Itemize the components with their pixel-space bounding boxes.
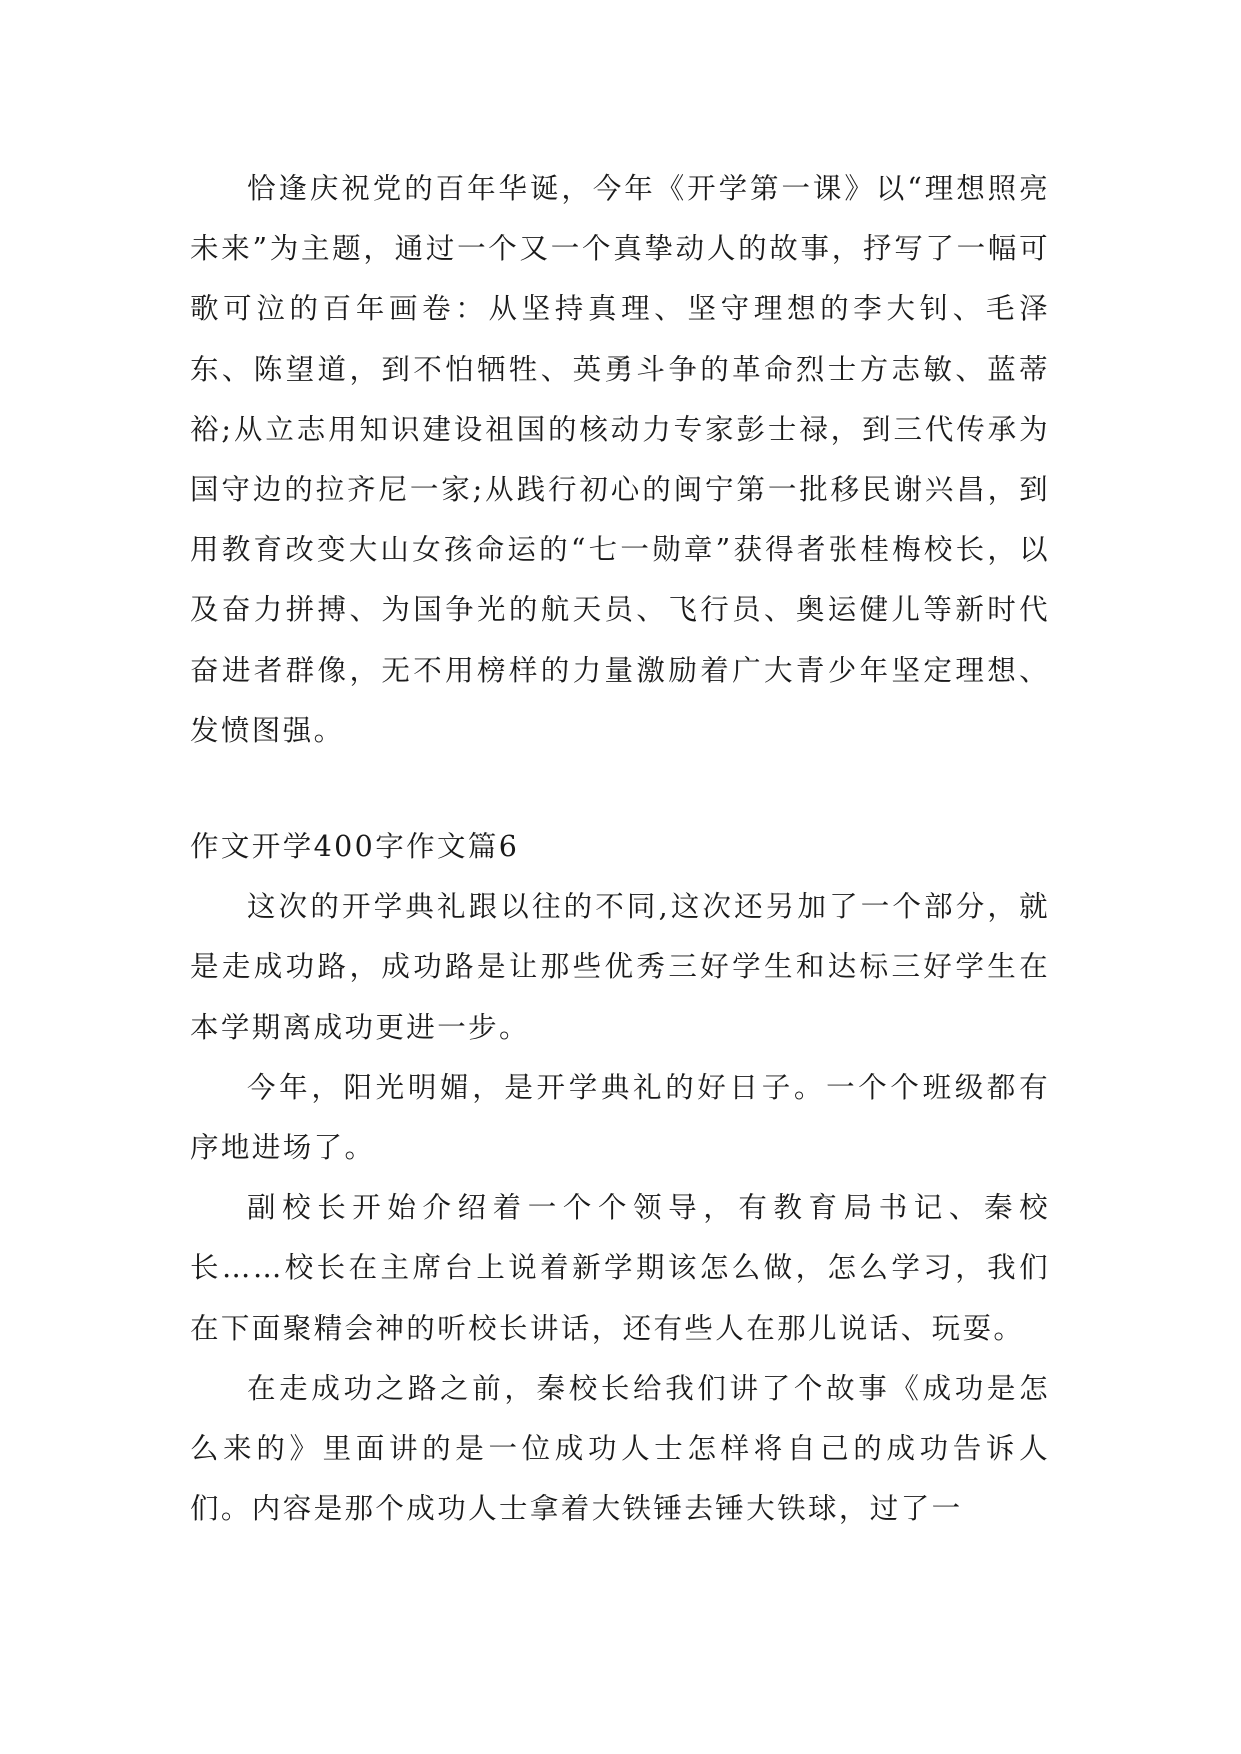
paragraph: 在走成功之路之前，秦校长给我们讲了个故事《成功是怎么来的》里面讲的是一位成功人士怎样将自己的成功告诉人们。内容是那个成功人士拿着大铁锤去锤大铁球，过了一 <box>190 1371 1050 1526</box>
paragraph: 副校长开始介绍着一个个领导，有教育局书记、秦校长……校长在主席台上说着新学期该怎么做，怎么学习，我们在下面聚精会神的听校长讲话，还有些人在那儿说话、玩耍。 <box>190 1191 1050 1345</box>
document-page <box>190 159 1050 1539</box>
paragraph: 恰逢庆祝党的百年华诞，今年《开学第一课》以“理想照亮未来”为主题，通过一个又一个真挚动人的故事，抒写了一幅可歌可泣的百年画卷：从坚持真理、坚守理想的李大钊、毛泽东、陈望道，到不怕牺牲、英勇斗争的革命烈士方志敏、蓝蒂裕;从立志用知识建设祖国的核动力专家彭士禄，到三代传承为国守边的拉齐尼一家;从践行初心的闽宁第一批移民谢兴昌，到用教育改变大山女孩命运的“七一勋章”获得者张桂梅校长，以及奋力拼搏、为国争光的航天员、飞行员、奥运健儿等新时代奋进者群像，无不用榜样的力量激励着广大青少年坚定理想、发愤图强。 <box>190 172 1050 747</box>
paragraph: 这次的开学典礼跟以往的不同,这次还另加了一个部分，就是走成功路，成功路是让那些优秀三好学生和达标三好学生在本学期离成功更进一步。 <box>190 890 1050 1044</box>
paragraph: 今年，阳光明媚，是开学典礼的好日子。一个个班级都有序地进场了。 <box>190 1070 1050 1165</box>
section-heading: 作文开学400字作文篇6 <box>190 830 520 864</box>
